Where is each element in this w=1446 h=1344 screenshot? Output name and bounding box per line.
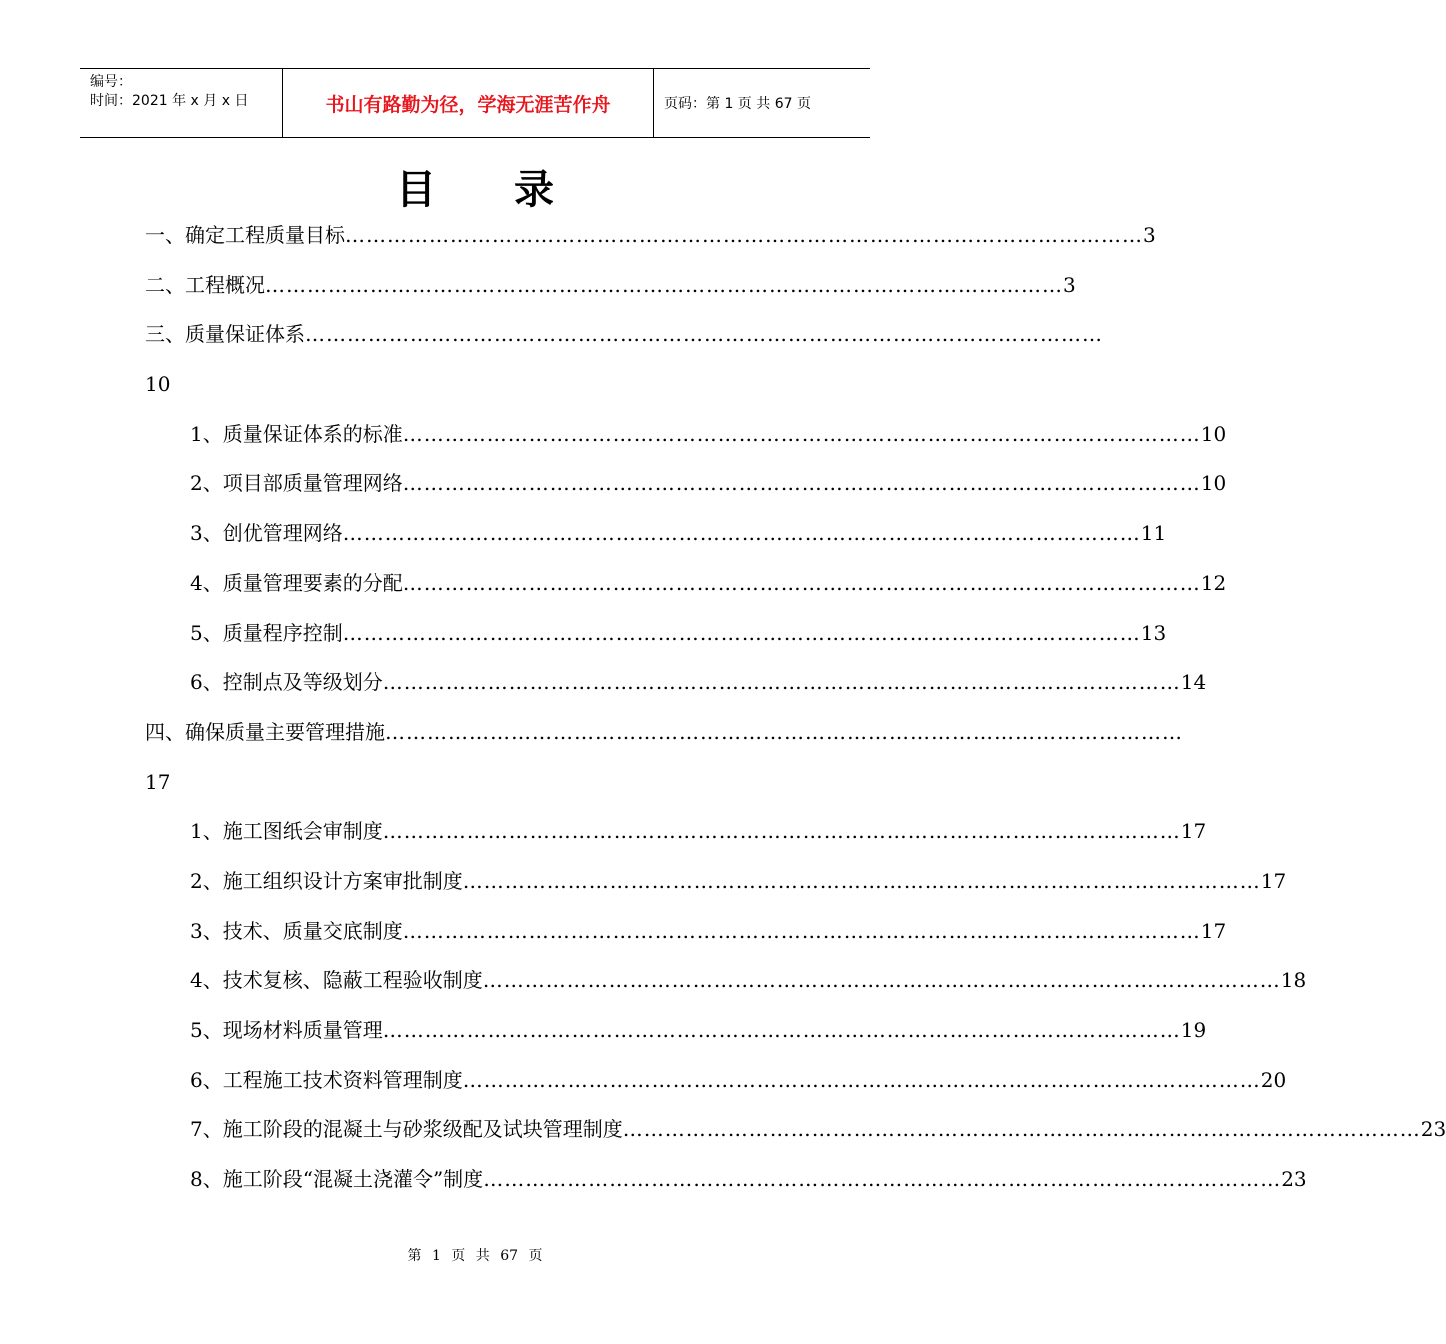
toc-row (0, 463, 1227, 513)
toc-row (0, 1109, 1446, 1159)
toc-entry[interactable] (190, 1060, 1287, 1100)
toc-entry[interactable] (190, 613, 1167, 653)
toc-entry-label: 6、工程施工技术资料管理制度 (190, 1067, 463, 1092)
page-header (80, 68, 870, 138)
toc-entry[interactable] (190, 1159, 1307, 1199)
toc-entry-page: 3 (1063, 272, 1076, 297)
toc-entry-label: 5、现场材料质量管理 (190, 1018, 383, 1042)
toc-row (0, 861, 1287, 911)
toc-entry-page: 17 (1260, 868, 1287, 893)
toc-entry-page: 18 (1280, 968, 1307, 993)
toc-entry-page: 10 (1200, 471, 1227, 496)
toc-row (0, 613, 1167, 663)
page-title: 目录 (396, 167, 632, 213)
toc-entry[interactable] (190, 563, 1227, 603)
leader-dots: …………………………………………………………………………………………………… (462, 868, 1261, 893)
toc-row (0, 662, 1207, 712)
toc-entry-page: 11 (1140, 521, 1167, 546)
toc-entry[interactable] (145, 265, 1076, 305)
page-footer: 第 1 页 共 67 页 (407, 1248, 543, 1264)
toc-entry-label: 6、控制点及等级划分 (190, 670, 383, 695)
toc-entry[interactable] (190, 463, 1227, 503)
leader-dots: …………………………………………………………………………………………………… (345, 223, 1143, 247)
toc-entry[interactable] (190, 1010, 1207, 1050)
leader-dots: …………………………………………………………………………………………………… (305, 322, 1103, 347)
toc-row-wrap (0, 364, 950, 414)
leader-dots: …………………………………………………………………………………………………… (622, 1117, 1421, 1142)
toc-entry-page: 23 (1281, 1167, 1307, 1192)
toc-entry[interactable] (190, 960, 1307, 1000)
leader-dots: …………………………………………………………………………………………………… (462, 1067, 1261, 1092)
toc-entry-label: 三、质量保证体系 (145, 322, 305, 347)
toc-entry[interactable] (190, 811, 1207, 851)
toc-entry-label: 7、施工阶段的混凝土与砂浆级配及试块管理制度 (190, 1117, 623, 1142)
toc-row (0, 960, 1307, 1010)
leader-dots: …………………………………………………………………………………………………… (265, 272, 1063, 297)
toc-entry[interactable] (190, 662, 1207, 702)
toc-row (0, 314, 1103, 364)
toc-entry-page: 17 (1200, 918, 1227, 943)
toc-entry[interactable] (190, 414, 1227, 454)
toc-entry-page: 10 (1200, 421, 1227, 446)
toc-row (0, 414, 1227, 464)
toc-entry[interactable] (145, 215, 1156, 255)
toc-row (0, 215, 1156, 265)
toc-entry-page: 20 (1260, 1067, 1287, 1092)
toc-entry-page: 14 (1180, 670, 1207, 695)
toc-entry[interactable] (190, 1109, 1446, 1149)
header-meta (80, 69, 282, 137)
toc-row (0, 513, 1167, 563)
toc-entry-label: 一、确定工程质量目标 (145, 223, 345, 247)
toc-entry-label: 2、施工组织设计方案审批制度 (190, 868, 463, 893)
toc-entry-page: 12 (1200, 570, 1227, 595)
document-time: 时间：2021 年 x 月 x 日 (90, 93, 249, 109)
toc-entry[interactable] (145, 314, 1103, 354)
document-number-label: 编号： (90, 74, 132, 90)
leader-dots: …………………………………………………………………………………………………… (342, 521, 1141, 546)
toc-row (0, 811, 1207, 861)
leader-dots: …………………………………………………………………………………………………… (382, 1018, 1181, 1042)
toc-row (0, 1010, 1207, 1060)
toc-entry-label: 8、施工阶段“混凝土浇灌令”制度 (190, 1167, 484, 1192)
toc-entry-page: 19 (1180, 1018, 1207, 1042)
toc-row (0, 1159, 1307, 1209)
toc-row-wrap (0, 762, 950, 812)
toc-entry-label: 3、创优管理网络 (190, 521, 343, 546)
leader-dots: …………………………………………………………………………………………………… (382, 670, 1181, 695)
toc-entry[interactable] (145, 712, 1183, 752)
toc-entry-label: 1、施工图纸会审制度 (190, 819, 383, 844)
leader-dots: …………………………………………………………………………………………………… (483, 1167, 1282, 1192)
toc-entry-label: 4、质量管理要素的分配 (190, 570, 403, 595)
toc-row (0, 563, 1227, 613)
toc-entry[interactable] (190, 861, 1287, 901)
toc-entry-page[interactable]: 10 (145, 372, 171, 397)
toc-entry[interactable] (190, 911, 1227, 951)
toc-row (0, 712, 1183, 762)
toc-entry-page: 13 (1140, 620, 1167, 645)
toc-entry-label: 四、确保质量主要管理措施 (145, 719, 385, 744)
leader-dots: …………………………………………………………………………………………………… (402, 918, 1201, 943)
toc-entry-page: 3 (1143, 223, 1156, 247)
leader-dots: …………………………………………………………………………………………………… (385, 719, 1183, 744)
toc-row (0, 911, 1227, 961)
toc-row (0, 1060, 1287, 1110)
toc-entry-page: 23 (1420, 1117, 1446, 1142)
toc-entry-label: 2、项目部质量管理网络 (190, 471, 403, 496)
header-motto: 书山有路勤为径，学海无涯苦作舟 (282, 69, 654, 137)
header-page-info: 页码：第 1 页 共 67 页 (664, 96, 811, 112)
leader-dots: …………………………………………………………………………………………………… (482, 968, 1281, 993)
leader-dots: …………………………………………………………………………………………………… (382, 819, 1181, 844)
toc-entry-page: 17 (1180, 819, 1207, 844)
table-of-contents (0, 215, 1446, 1209)
toc-entry-label: 5、质量程序控制 (190, 620, 343, 645)
toc-entry-page[interactable]: 17 (145, 769, 171, 794)
toc-entry-label: 3、技术、质量交底制度 (190, 918, 403, 943)
toc-entry-label: 二、工程概况 (145, 272, 265, 297)
toc-entry-label: 4、技术复核、隐蔽工程验收制度 (190, 968, 483, 993)
leader-dots: …………………………………………………………………………………………………… (342, 620, 1141, 645)
leader-dots: …………………………………………………………………………………………………… (402, 421, 1201, 446)
toc-entry[interactable] (190, 513, 1167, 553)
leader-dots: …………………………………………………………………………………………………… (402, 570, 1201, 595)
toc-row (0, 265, 1076, 315)
leader-dots: …………………………………………………………………………………………………… (402, 471, 1201, 496)
toc-entry-label: 1、质量保证体系的标准 (190, 421, 403, 446)
